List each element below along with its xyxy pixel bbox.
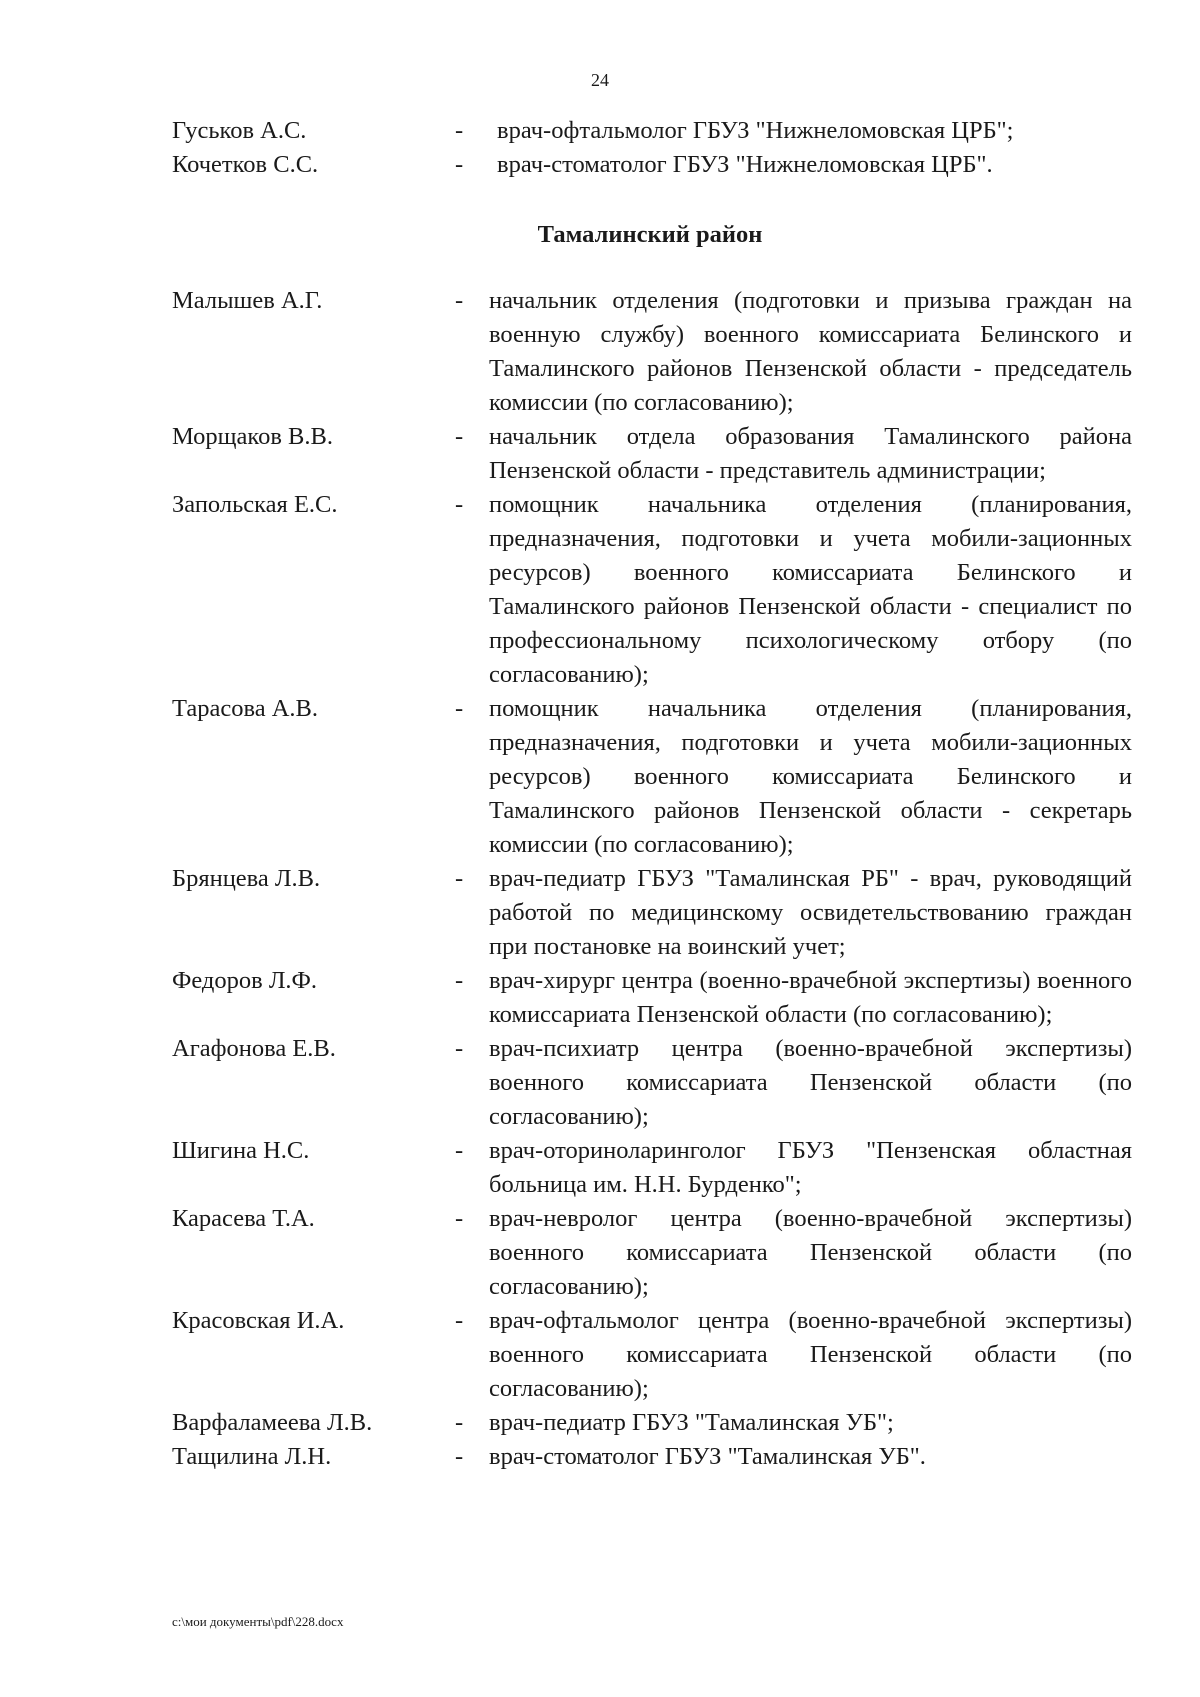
member-role: начальник отдела образования Тамалинского района Пензенской области - представитель администрации; [489, 423, 1132, 484]
list-entry [172, 1134, 1132, 1202]
list-entry [172, 488, 1132, 692]
entry-dash: - [455, 151, 464, 178]
entry-dash: - [455, 1205, 464, 1232]
member-role: врач-хирург центра (военно-врачебной экспертизы) военного комиссариата Пензенской области (по согласованию); [489, 967, 1132, 1028]
member-name: Шигина Н.С. [172, 1137, 310, 1164]
entry-dash: - [455, 967, 464, 994]
member-role: врач-педиатр ГБУЗ "Тамалинская РБ" - врач, руководящий работой по медицинскому освидетельствованию граждан при постановке на воинский учет; [489, 865, 1132, 960]
member-name: Тащилина Л.Н. [172, 1443, 332, 1470]
list-entry [172, 148, 1132, 182]
member-role: начальник отделения (подготовки и призыва граждан на военную службу) военного комиссариата Белинского и Тамалинского районов Пензенской области - председатель комиссии (по согласованию); [489, 287, 1132, 416]
member-name: Красовская И.А. [172, 1307, 345, 1334]
entry-dash: - [455, 1137, 464, 1164]
member-name: Тарасова А.В. [172, 695, 319, 722]
member-role: врач-невролог центра (военно-врачебной экспертизы) военного комиссариата Пензенской области (по согласованию); [489, 1205, 1132, 1300]
member-name: Агафонова Е.В. [172, 1035, 336, 1062]
entry-dash: - [455, 287, 464, 314]
list-entry [172, 1304, 1132, 1406]
member-role: врач-стоматолог ГБУЗ "Тамалинская УБ". [489, 1443, 926, 1470]
list-entry [172, 964, 1132, 1032]
section-title: Тамалинский район [537, 221, 763, 248]
entry-dash: - [455, 1443, 464, 1470]
list-entry [172, 1202, 1132, 1304]
list-entry [172, 862, 1132, 964]
member-name: Карасева Т.А. [172, 1205, 315, 1232]
page-number: 24 [591, 70, 609, 90]
member-name: Гуськов А.С. [172, 117, 307, 144]
list-entry [172, 114, 1132, 148]
list-entry [172, 284, 1132, 420]
list-entry [172, 1440, 1132, 1474]
member-name: Кочетков С.С. [172, 151, 319, 178]
commission-member-list [172, 284, 1132, 1474]
member-name: Федоров Л.Ф. [172, 967, 318, 994]
entry-dash: - [455, 423, 464, 450]
member-name: Малышев А.Г. [172, 287, 323, 314]
member-role: врач-офтальмолог ГБУЗ "Нижнеломовская ЦРБ"; [497, 117, 1014, 144]
member-name: Варфаламеева Л.В. [172, 1409, 373, 1436]
list-entry [172, 1406, 1132, 1440]
member-role: врач-стоматолог ГБУЗ "Нижнеломовская ЦРБ". [497, 151, 993, 178]
footer-file-path: c:\мои документы\pdf\228.docx [172, 1614, 344, 1629]
entry-dash: - [455, 117, 464, 144]
member-role: врач-оториноларинголог ГБУЗ "Пензенская областная больница им. Н.Н. Бурденко"; [489, 1137, 1132, 1198]
entry-dash: - [455, 1307, 464, 1334]
member-role: врач-офтальмолог центра (военно-врачебной экспертизы) военного комиссариата Пензенской области (по согласованию); [489, 1307, 1132, 1402]
entry-dash: - [455, 695, 464, 722]
member-role: помощник начальника отделения (планирования, предназначения, подготовки и учета мобили-зационных ресурсов) военного комиссариата Белинского и Тамалинского районов Пензенской области - специалист по профессиональному психологическому отбору (по согласованию); [489, 491, 1132, 688]
top-entry-list [172, 114, 1132, 182]
member-name: Запольская Е.С. [172, 491, 338, 518]
member-role: помощник начальника отделения (планирования, предназначения, подготовки и учета мобили-зационных ресурсов) военного комиссариата Белинского и Тамалинского районов Пензенской области - секретарь комиссии (по согласованию); [489, 695, 1132, 858]
entry-dash: - [455, 865, 464, 892]
list-entry [172, 1032, 1132, 1134]
entry-dash: - [455, 491, 464, 518]
member-role: врач-педиатр ГБУЗ "Тамалинская УБ"; [489, 1409, 894, 1436]
entry-dash: - [455, 1035, 464, 1062]
member-name: Брянцева Л.В. [172, 865, 321, 892]
list-entry [172, 692, 1132, 862]
entry-dash: - [455, 1409, 464, 1436]
member-name: Морщаков В.В. [172, 423, 333, 450]
member-role: врач-психиатр центра (военно-врачебной экспертизы) военного комиссариата Пензенской области (по согласованию); [489, 1035, 1132, 1130]
list-entry [172, 420, 1132, 488]
